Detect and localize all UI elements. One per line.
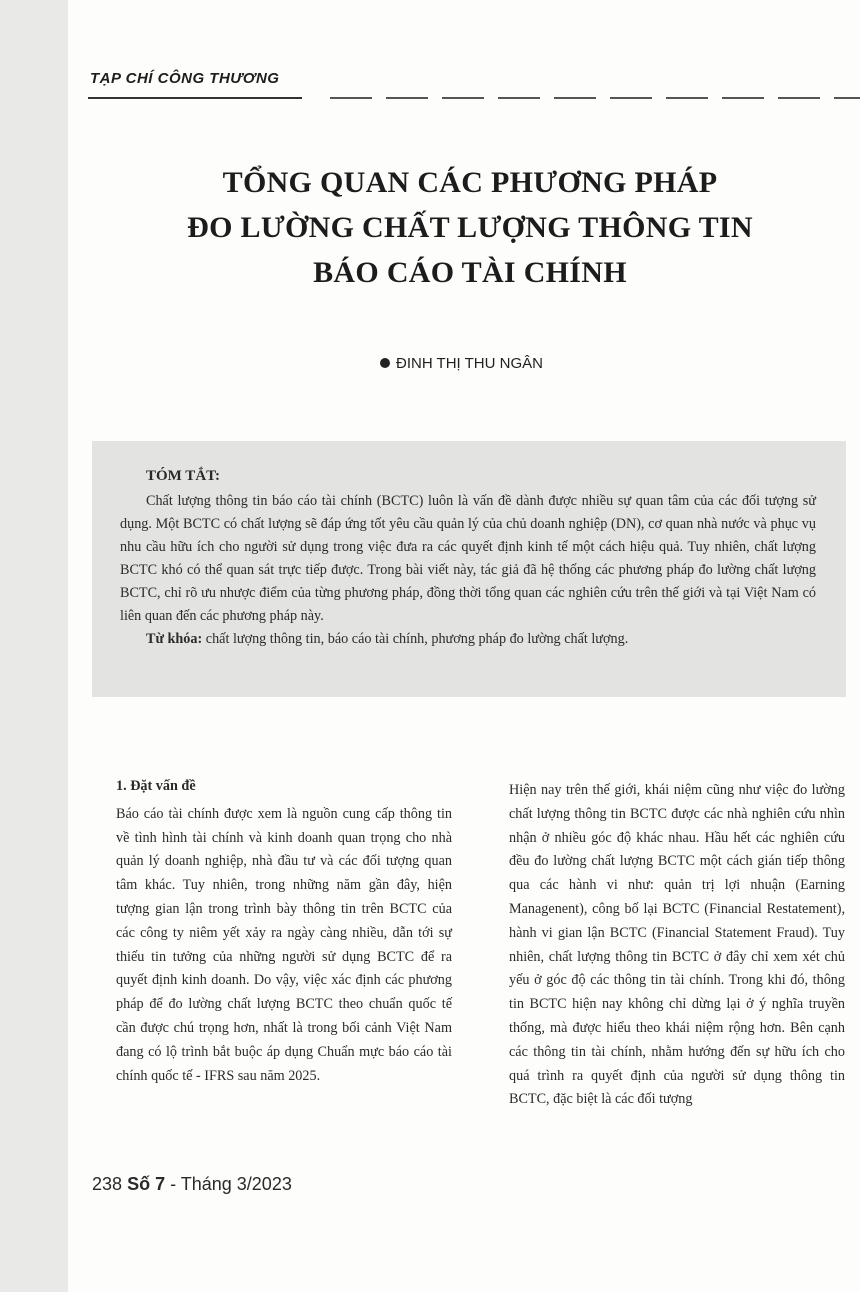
column-right — [509, 779, 845, 1112]
keywords-text: chất lượng thông tin, báo cáo tài chính, phương pháp đo lường chất lượng. — [202, 631, 629, 647]
issue-label: Số 7 — [127, 1174, 166, 1194]
issue-date: - Tháng 3/2023 — [165, 1174, 292, 1194]
title-line: TỔNG QUAN CÁC PHƯƠNG PHÁP — [222, 166, 718, 199]
paragraph: Hiện nay trên thế giới, khái niệm cũng như việc đo lường chất lượng thông tin BCTC được các nhà nghiên cứu nhìn nhận ở nhiều góc độ khác nhau. Hầu hết các nghiên cứu đều đo lường chất lượng BCTC một cách gián tiếp thông qua các hành vi như: quản trị lợi nhuận (Earning Managenent), công bố lại BCTC (Financial Restatement), hành vi gian lận BCTC (Financial Statement Fraud). Tuy nhiên, chất lượng thông tin BCTC ở đây chỉ xem xét chủ yếu ở góc độ các thông tin tài chính. Trong khi đó, thông tin BCTC hiện nay không chỉ dừng lại ở ý nghĩa truyền thống, mà được hiểu theo khái niệm rộng hơn. Bên cạnh các thông tin tài chính, nhằm hướng đến sự hữu ích cho quá trình ra quyết định của người sử dụng thông tin BCTC, đặc biệt là các đối tượng — [509, 782, 845, 1108]
keywords-label: Từ khóa: — [146, 631, 203, 647]
abstract-body — [120, 490, 816, 651]
section-heading: 1. Đặt vấn đề — [116, 778, 196, 794]
column-left — [116, 775, 452, 1088]
header-rule — [88, 97, 302, 99]
paragraph: Báo cáo tài chính được xem là nguồn cung cấp thông tin về tình hình tài chính và kinh doanh quan trọng cho nhà quản lý doanh nghiệp, nhà đầu tư và các đối tượng quan tâm khác. Tuy nhiên, trong những năm gần đây, hiện tượng gian lận trong trình bày thông tin trên BCTC của các công ty niêm yết xảy ra ngày càng nhiều, dẫn tới sự thiếu tin tưởng của những người sử dụng BCTC để ra quyết định kinh doanh. Do vậy, việc xác định các phương pháp để đo lường chất lượng BCTC theo chuẩn quốc tế cần được chú trọng hơn, nhất là trong bối cảnh Việt Nam đang có lộ trình bắt buộc áp dụng Chuẩn mực báo cáo tài chính quốc tế - IFRS sau năm 2025. — [116, 805, 452, 1084]
page-footer — [92, 1174, 292, 1195]
page-margin-strip — [0, 0, 68, 1292]
header-dashed-rule — [330, 97, 860, 99]
keywords-line — [120, 628, 816, 651]
abstract-text: Chất lượng thông tin báo cáo tài chính (BCTC) luôn là vấn đề dành được nhiều sự quan tâm của các đối tượng sử dụng. Một BCTC có chất lượng sẽ đáp ứng tốt yêu cầu quản lý của chủ doanh nghiệp (DN), cơ quan nhà nước và phục vụ nhu cầu hữu ích cho người sử dụng trong việc đưa ra các quyết định kinh tế một cách hiệu quả. Tuy nhiên, chất lượng BCTC khó có thể quan sát trực tiếp được. Trong bài viết này, tác giả đã hệ thống các phương pháp đo lường chất lượng BCTC, chỉ rõ ưu nhược điểm của từng phương pháp, đồng thời tổng quan các nghiên cứu trên thế giới và tại Việt Nam có liên quan đến các phương pháp này. — [120, 493, 816, 624]
bullet-icon — [380, 358, 390, 368]
title-line: BÁO CÁO TÀI CHÍNH — [313, 256, 627, 289]
abstract-heading: TÓM TẮT: — [146, 468, 221, 484]
author-line — [380, 355, 543, 372]
title-line: ĐO LƯỜNG CHẤT LƯỢNG THÔNG TIN — [187, 211, 753, 244]
page-number: 238 — [92, 1174, 123, 1194]
author-name: ĐINH THỊ THU NGÂN — [396, 355, 543, 372]
journal-name: TẠP CHÍ CÔNG THƯƠNG — [90, 70, 280, 87]
article-title — [100, 160, 840, 295]
